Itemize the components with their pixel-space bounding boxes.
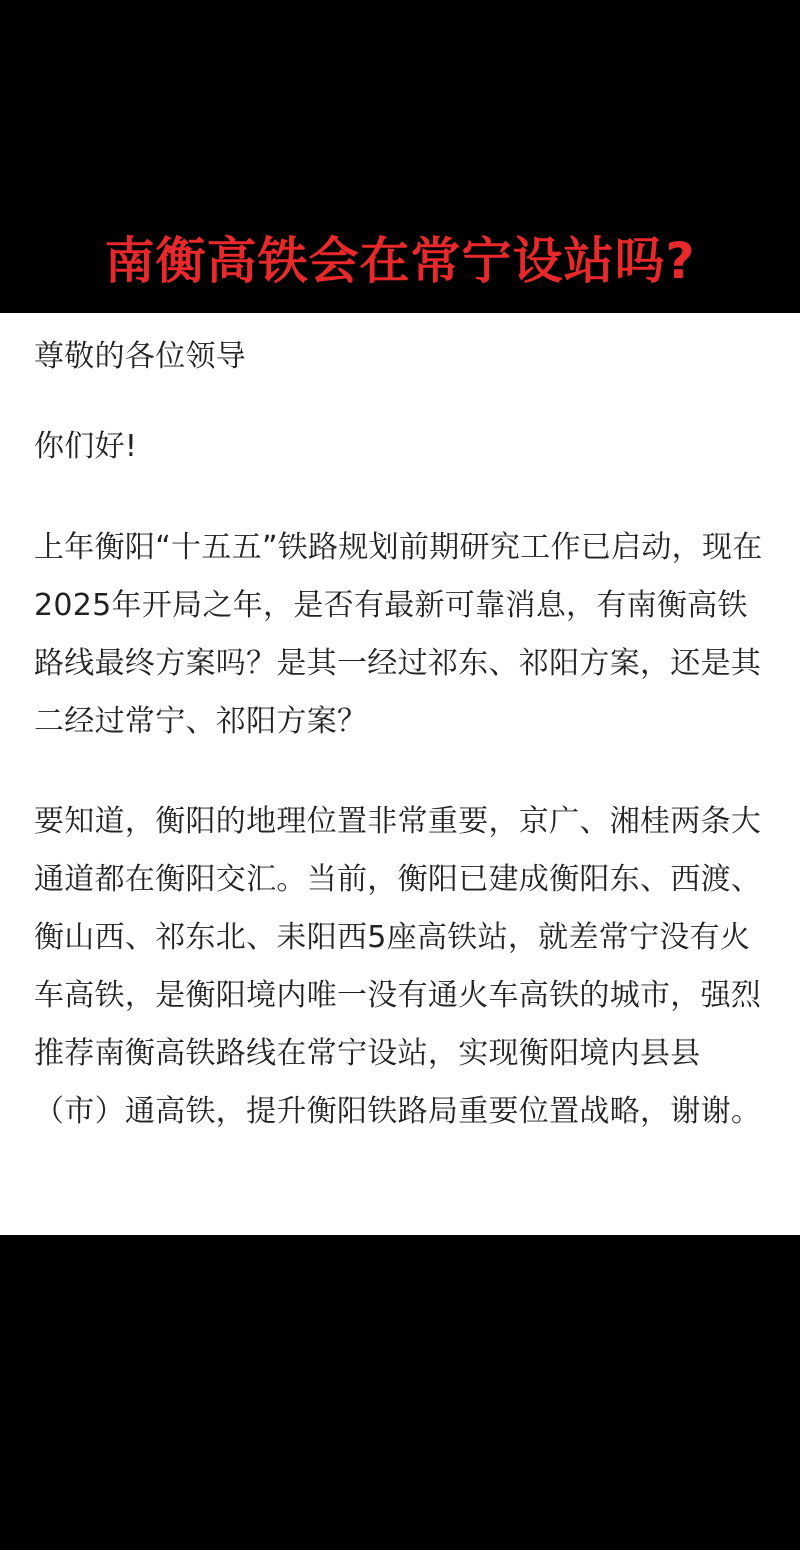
hello-line: 你们好!	[34, 429, 138, 464]
bottom-black-band	[0, 1235, 800, 1550]
greeting-line: 尊敬的各位领导	[34, 339, 247, 374]
question-paragraph: 上年衡阳“十五五”铁路规划前期研究工作已启动，现在2025年开局之年，是否有最新可靠消息，有南衡高铁路线最终方案吗？是其一经过祁东、祁阳方案，还是其二经过常宁、祁阳方案？	[34, 530, 763, 739]
headline-title: 南衡高铁会在常宁设站吗?	[104, 232, 696, 290]
article-card	[0, 313, 800, 1235]
argument-paragraph: 要知道，衡阳的地理位置非常重要，京广、湘桂两条大通道都在衡阳交汇。当前，衡阳已建成衡阳东、西渡、衡山西、祁东北、耒阳西5座高铁站，就差常宁没有火车高铁，是衡阳境内唯一没有通火车高铁的城市，强烈推荐南衡高铁路线在常宁设站，实现衡阳境内县县（市）通高铁，提升衡阳铁路局重要位置战略，谢谢。	[34, 804, 762, 1129]
